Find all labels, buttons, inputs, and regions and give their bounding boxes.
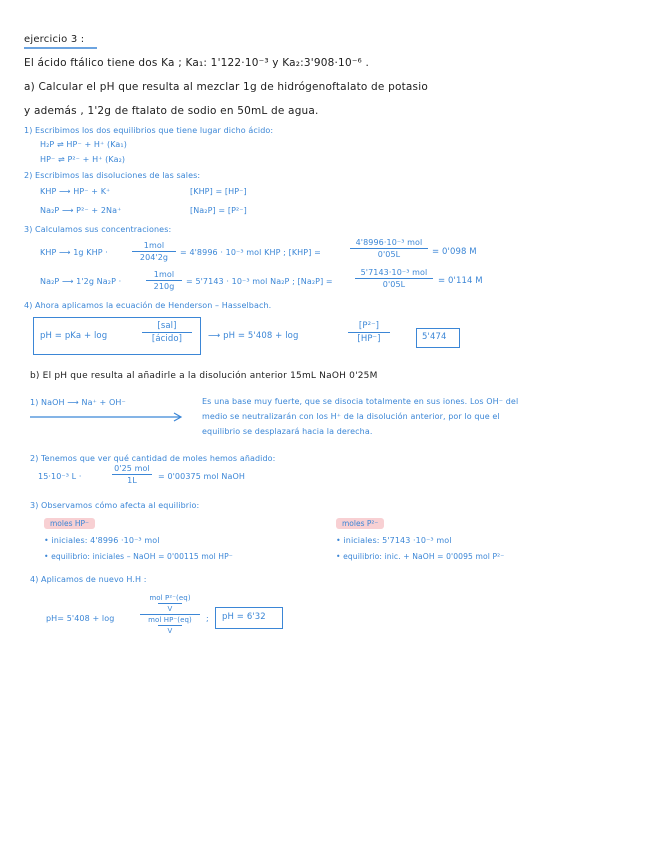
step1-eq2: HP⁻ ⇌ P²⁻ + H⁺ (Ka₂) <box>40 155 126 164</box>
part-a-line-1: a) Calcular el pH que resulta al mezclar 1g de hidrógenoftalato de potasio <box>24 81 428 93</box>
part-b-step1-text-1: Es una base muy fuerte, que se disocia totalmente en sus iones. Los OH⁻ del <box>202 397 519 406</box>
statement-line-1: El ácido ftálico tiene dos Ka ; Ka₁: 1'122·10⁻³ y Ka₂:3'908·10⁻⁶ . <box>24 57 370 69</box>
part-a-line-2: y además , 1'2g de ftalato de sodio en 50mL de agua. <box>24 105 319 117</box>
part-b-title: b) El pH que resulta al añadirle a la disolución anterior 15mL NaOH 0'25M <box>30 371 378 381</box>
step2-title: 2) Escribimos las disoluciones de las sales: <box>24 171 201 180</box>
step3-row2-lhs: Na₂P ⟶ 1'2g Na₂P · <box>40 277 122 286</box>
step2-eq1: KHP ⟶ HP⁻ + K⁺ <box>40 187 111 196</box>
step4-title: 4) Ahora aplicamos la ecuación de Henderson – Hasselbach. <box>24 301 272 310</box>
part-b-result: pH = 6'32 <box>222 612 266 622</box>
moles-hp-initial: • iniciales: 4'8996 ·10⁻³ mol <box>44 536 160 545</box>
step1-eq1: H₂P ⇌ HP⁻ + H⁺ (Ka₁) <box>40 140 127 149</box>
part-b-step1-text-3: equilibrio se desplazará hacia la derecha. <box>202 427 373 436</box>
step4-calc-lhs: ⟶ pH = 5'408 + log <box>208 331 299 341</box>
step2-eq2: Na₂P ⟶ P²⁻ + 2Na⁺ <box>40 206 122 215</box>
step3-row2-mid: = 5'7143 · 10⁻³ mol Na₂P ; [Na₂P] = <box>186 277 333 286</box>
step3-row2-fraction: 1mol 210g <box>146 270 182 291</box>
henderson-formula-fraction: [sal] [ácido] <box>142 321 192 344</box>
step4-result: 5'474 <box>422 332 447 342</box>
moles-hp-equilibrium: • equilibrio: iniciales – NaOH = 0'00115 mol HP⁻ <box>44 552 233 561</box>
part-b-step4-separator: ; <box>206 614 209 623</box>
moles-hp-label: moles HP⁻ <box>44 518 95 529</box>
moles-p-initial: • iniciales: 5'7143 ·10⁻³ mol <box>336 536 452 545</box>
part-b-step2-rhs: = 0'00375 mol NaOH <box>158 472 245 481</box>
part-b-step4-title: 4) Aplicamos de nuevo H.H : <box>30 575 147 584</box>
step1-title: 1) Escribimos los dos equilibrios que tiene lugar dicho ácido: <box>24 126 274 135</box>
moles-p-equilibrium: • equilibrio: inic. + NaOH = 0'0095 mol P²⁻ <box>336 552 505 561</box>
part-b-step4-fraction: mol P²⁻(eq) V mol HP⁻(eq) V <box>140 594 200 635</box>
henderson-formula-lhs: pH = pKa + log <box>40 331 108 341</box>
part-b-step2-lhs: 15·10⁻³ L · <box>38 472 82 481</box>
step3-row1-mid: = 4'8996 · 10⁻³ mol KHP ; [KHP] = <box>180 248 321 257</box>
step3-row2-fraction2: 5'7143·10⁻³ mol 0'05L <box>355 268 433 289</box>
step3-title: 3) Calculamos sus concentraciones: <box>24 225 172 234</box>
step2-eq2-note: [Na₂P] = [P²⁻] <box>190 206 247 215</box>
exercise-heading: ejercicio 3 : <box>24 34 85 45</box>
part-b-step2-fraction: 0'25 mol 1L <box>112 464 152 485</box>
part-b-step4-lhs: pH= 5'408 + log <box>46 614 115 623</box>
part-b-step1-text-2: medio se neutralizarán con los H⁺ de la disolución anterior, por lo que el <box>202 412 500 421</box>
step2-eq1-note: [KHP] = [HP⁻] <box>190 187 247 196</box>
step3-row1-result: = 0'098 M <box>432 247 477 257</box>
step3-row1-fraction2: 4'8996·10⁻³ mol 0'05L <box>350 238 428 259</box>
step3-row1-lhs: KHP ⟶ 1g KHP · <box>40 248 108 257</box>
step3-row2-result: = 0'114 M <box>438 276 483 286</box>
moles-p-label: moles P²⁻ <box>336 518 384 529</box>
part-b-step2-title: 2) Tenemos que ver qué cantidad de moles hemos añadido: <box>30 454 276 463</box>
part-b-step3-title: 3) Observamos cómo afecta al equilibrio: <box>30 501 200 510</box>
part-b-step1-eq: 1) NaOH ⟶ Na⁺ + OH⁻ <box>30 398 126 407</box>
step3-row1-fraction: 1mol 204'2g <box>132 241 176 262</box>
step4-calc-fraction: [P²⁻] [HP⁻] <box>348 321 390 344</box>
